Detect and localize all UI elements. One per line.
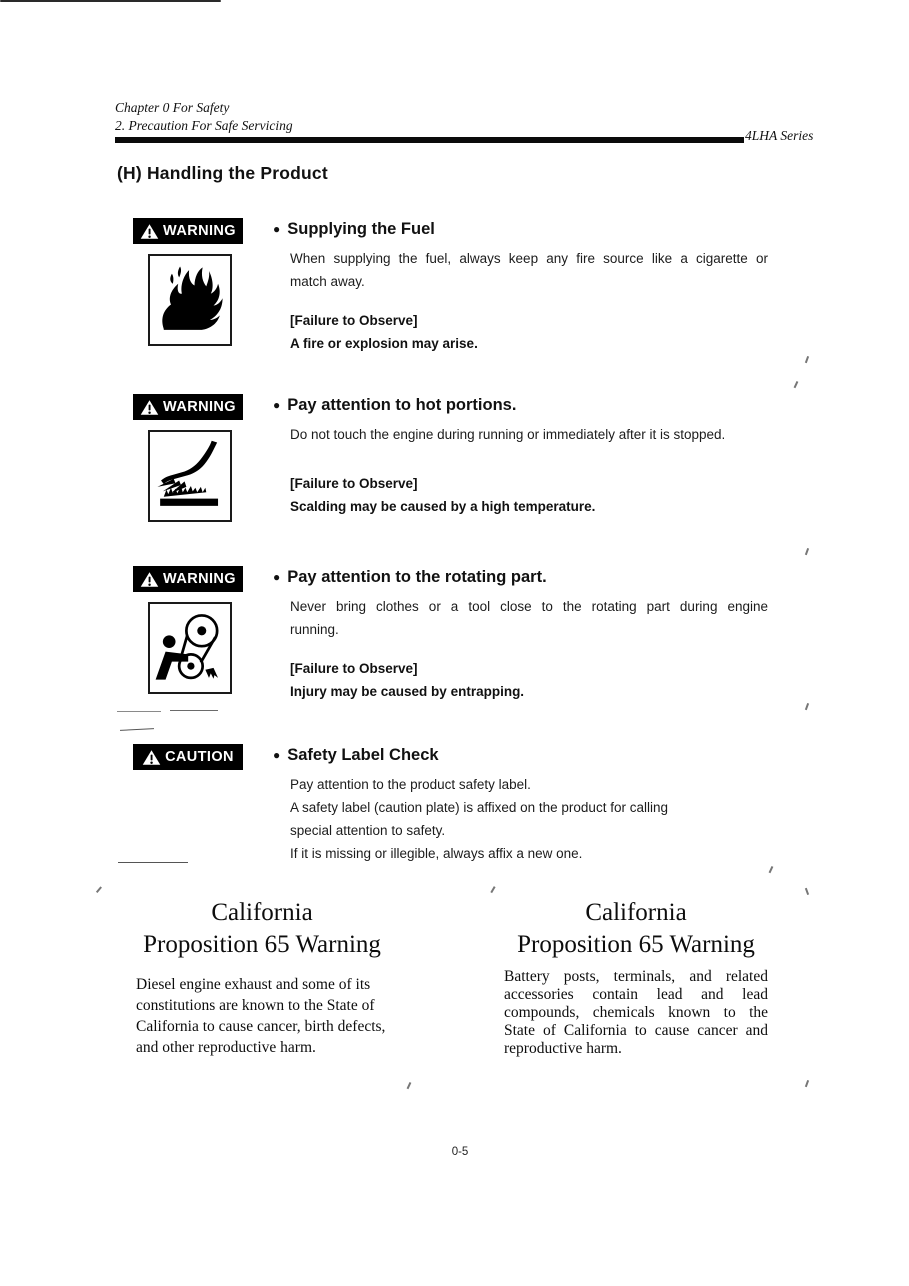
header-chapter: Chapter 0 For Safety bbox=[115, 100, 230, 115]
body-line: Do not touch the engine during running or immediately after it is stopped. bbox=[290, 427, 726, 442]
block-content bbox=[273, 392, 755, 518]
header-rule bbox=[115, 137, 744, 143]
fire-icon bbox=[148, 254, 232, 346]
body-line: If it is missing or illegible, always affix a new one. bbox=[290, 846, 583, 861]
prop65-title-line: Proposition 65 Warning bbox=[517, 931, 755, 958]
scan-artifact-line bbox=[117, 711, 161, 712]
scan-artifact-tick bbox=[805, 1080, 809, 1087]
scan-artifact-line bbox=[170, 710, 218, 711]
body-line: running. bbox=[290, 622, 339, 637]
bullet-icon: ● bbox=[273, 570, 281, 584]
warning-triangle-icon bbox=[140, 399, 159, 416]
hot-surface-icon bbox=[148, 430, 232, 522]
scan-artifact-tick bbox=[96, 886, 102, 892]
warning-badge bbox=[133, 394, 243, 420]
failure-result: A fire or explosion may arise. bbox=[290, 336, 478, 351]
body-line: Pay attention to the product safety label. bbox=[290, 777, 531, 792]
block-body bbox=[290, 595, 768, 641]
prop65-body-line: and other reproductive harm. bbox=[136, 1039, 316, 1056]
bullet-icon: ● bbox=[273, 398, 281, 412]
warning-triangle-icon bbox=[140, 571, 159, 588]
block-body bbox=[290, 773, 768, 865]
badge-label: WARNING bbox=[163, 399, 236, 415]
badge-label: CAUTION bbox=[165, 749, 234, 765]
block-heading-text: Pay attention to hot portions. bbox=[287, 396, 517, 414]
prop65-body bbox=[136, 974, 412, 1058]
failure-note bbox=[290, 309, 755, 355]
block-heading bbox=[273, 392, 755, 419]
body-line: Never bring clothes or a tool close to the rotating part during engine bbox=[290, 599, 768, 614]
block-heading bbox=[273, 216, 755, 243]
scan-artifact-tick bbox=[490, 886, 495, 893]
page-title: (H) Handling the Product bbox=[117, 163, 328, 183]
block-body bbox=[290, 247, 768, 293]
scan-artifact-line bbox=[118, 862, 188, 863]
caution-badge bbox=[133, 744, 243, 770]
failure-note bbox=[290, 472, 755, 518]
scan-artifact-tick bbox=[805, 548, 809, 555]
block-heading-text: Safety Label Check bbox=[287, 746, 439, 764]
scan-artifact-line bbox=[0, 0, 221, 2]
prop65-body-line: accessories contain lead and lead bbox=[504, 986, 768, 1003]
warning-triangle-icon bbox=[140, 223, 159, 240]
prop65-body-line: California to cause cancer, birth defects, bbox=[136, 1018, 386, 1035]
block-heading-text: Supplying the Fuel bbox=[287, 220, 435, 238]
warning-badge bbox=[133, 218, 243, 244]
body-line: A safety label (caution plate) is affixed on the product for calling bbox=[290, 800, 668, 815]
scan-artifact-tick bbox=[769, 866, 773, 873]
prop65-box-battery bbox=[490, 897, 782, 1058]
block-content bbox=[273, 742, 755, 865]
body-line: special attention to safety. bbox=[290, 823, 446, 838]
prop65-body-line: State of California to cause cancer and bbox=[504, 1022, 768, 1039]
block-heading bbox=[273, 564, 755, 591]
bullet-icon: ● bbox=[273, 748, 281, 762]
rotating-part-icon bbox=[148, 602, 232, 694]
scan-artifact-tick bbox=[805, 888, 809, 895]
scan-artifact-tick bbox=[805, 703, 809, 710]
prop65-title bbox=[490, 897, 782, 961]
warning-triangle-icon bbox=[142, 749, 161, 766]
prop65-box-diesel bbox=[112, 897, 412, 1058]
bullet-icon: ● bbox=[273, 222, 281, 236]
scan-artifact-tick bbox=[407, 1082, 411, 1089]
block-content bbox=[273, 564, 768, 703]
scan-artifact-tick bbox=[794, 381, 798, 388]
block-heading bbox=[273, 742, 755, 769]
warning-badge bbox=[133, 566, 243, 592]
header-section: 2. Precaution For Safe Servicing bbox=[115, 118, 293, 133]
failure-label: [Failure to Observe] bbox=[290, 313, 418, 328]
prop65-title-line: California bbox=[585, 899, 687, 926]
badge-label: WARNING bbox=[163, 571, 236, 587]
badge-label: WARNING bbox=[163, 223, 236, 239]
prop65-body-line: reproductive harm. bbox=[504, 1040, 622, 1057]
failure-result: Scalding may be caused by a high temperature. bbox=[290, 499, 596, 514]
body-line: match away. bbox=[290, 274, 365, 289]
prop65-body-line: Diesel engine exhaust and some of its bbox=[136, 976, 371, 993]
block-heading-text: Pay attention to the rotating part. bbox=[287, 568, 547, 586]
scan-artifact-line bbox=[120, 728, 154, 731]
page-number: 0-5 bbox=[451, 1146, 469, 1158]
failure-note bbox=[290, 657, 755, 703]
prop65-body-line: Battery posts, terminals, and related bbox=[504, 968, 768, 985]
prop65-title-line: Proposition 65 Warning bbox=[143, 931, 381, 958]
prop65-title bbox=[112, 897, 412, 961]
prop65-body bbox=[504, 968, 768, 1058]
failure-result: Injury may be caused by entrapping. bbox=[290, 684, 525, 699]
prop65-title-line: California bbox=[211, 899, 313, 926]
body-line: When supplying the fuel, always keep any fire source like a cigarette or bbox=[290, 251, 768, 266]
block-body bbox=[290, 423, 768, 446]
block-content bbox=[273, 216, 768, 355]
failure-label: [Failure to Observe] bbox=[290, 476, 418, 491]
prop65-body-line: compounds, chemicals known to the bbox=[504, 1004, 768, 1021]
prop65-body-line: constitutions are known to the State of bbox=[136, 997, 375, 1014]
failure-label: [Failure to Observe] bbox=[290, 661, 418, 676]
header-series: 4LHA Series bbox=[745, 128, 814, 143]
scan-artifact-tick bbox=[805, 356, 809, 363]
